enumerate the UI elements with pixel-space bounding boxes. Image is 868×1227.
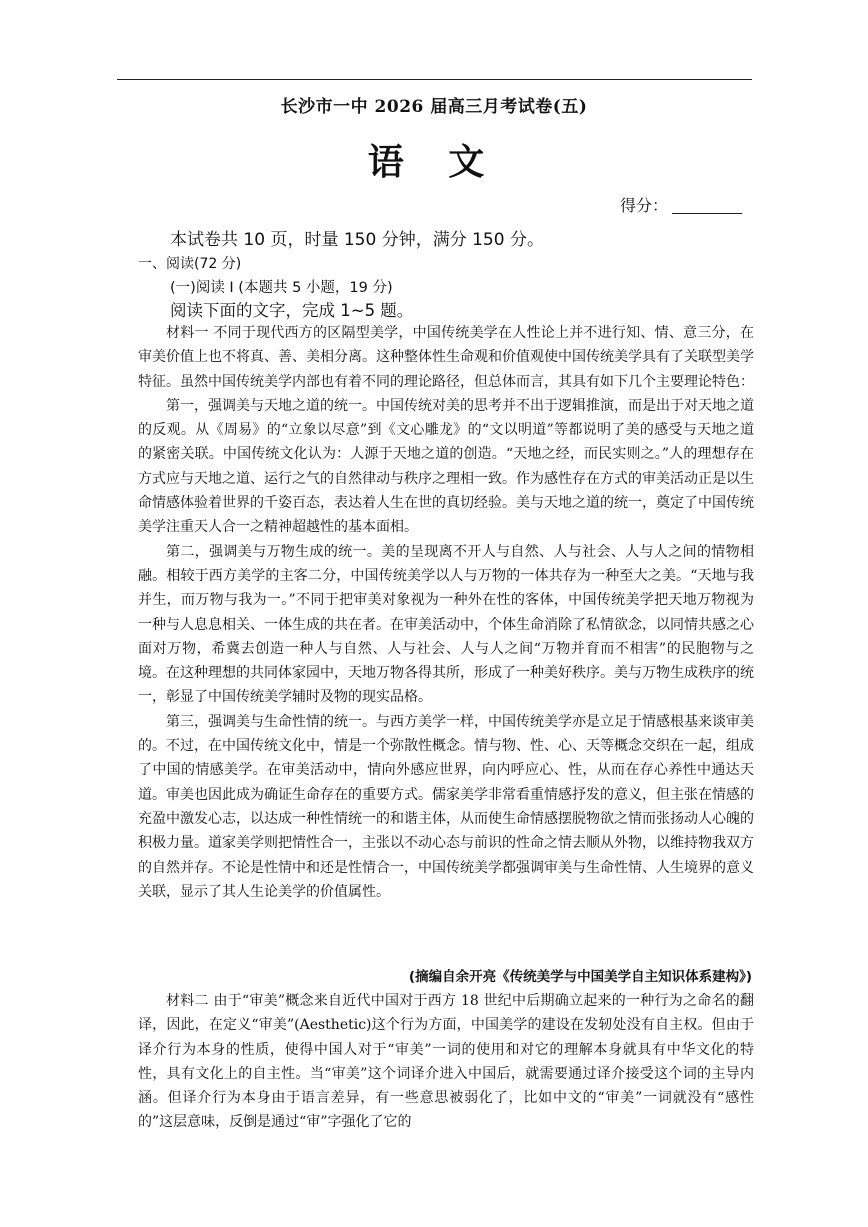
score-label: 得分： — [620, 196, 669, 215]
material-one-paragraph: 第一，强调美与天地之道的统一。中国传统对美的思考并不出于逻辑推演，而是出于对天地之道的反观。从《周易》的“立象以尽意”到《文心雕龙》的“文以明道”等都说明了美的感受与天地之道的紧密关联。中国传统文化认为：人源于天地之道的创造。“天地之经，而民实则之。”人的理想存在方式应与天地之道、运行之气的自然律动与秩序之理相一致。作为感性存在方式的审美活动正是以生命情感体验着世界的千姿百态，表达着人生在世的真切经验。美与天地之道的统一，奠定了中国传统美学注重天人合一之精神超越性的基本面相。 — [138, 397, 754, 536]
score-blank[interactable] — [672, 197, 742, 214]
reading-instruction: 阅读下面的文字，完成 1~5 题。 — [170, 301, 414, 320]
header-rule — [117, 79, 752, 80]
section-title: 一、阅读(72 分) — [138, 256, 242, 272]
material-two-paragraph: 材料二 由于“审美”概念来自近代中国对于西方 18 世纪中后期确立起来的一种行为之命名的翻译，因此，在定义“审美”(Aesthetic)这个行为方面，中国美学的建设在发轫处没有自主权。但由于译介行为本身的性质，使得中国人对于“审美”一词的使用和对它的理解本身就具有中华文化的特性，具有文化上的自主性。当“审美”这个词译介进入中国后，就需要通过译介接受这个词的主导内涵。但译介行为本身由于语言差异，有一些意思被弱化了，比如中文的“审美”一词就没有“感性的”这层意味，反倒是通过“审”字强化了它的 — [138, 993, 754, 1131]
material-one-paragraph: 第三，强调美与生命性情的统一。与西方美学一样，中国传统美学亦是立足于情感根基来谈审美的。不过，在中国传统文化中，情是一个弥散性概念。情与物、性、心、天等概念交织在一起，组成了中国的情感美学。在审美活动中，情向外感应世界，向内呼应心、性，从而在存心养性中通达天道。审美也因此成为确证生命存在的重要方式。儒家美学非常看重情感抒发的意义，但主张在情感的充盈中激发心志，以达成一种性情统一的和谐主体，从而使生命情感摆脱物欲之情而张扬动人心魄的积极力量。道家美学则把情性合一，主张以不动心态与前识的性命之情去顺从外物，以维持物我双方的自然并存。不论是性情中和还是性情合一，中国传统美学都强调审美与生命性情、人生境界的意义关联，显示了其人生论美学的价值属性。 — [138, 713, 754, 900]
material-one-source: (摘编自余开亮《传统美学与中国美学自主知识体系建构》) — [408, 969, 752, 985]
material-one-paragraph: 第二，强调美与万物生成的统一。美的呈现离不开人与自然、人与社会、人与人之间的情物相融。相较于西方美学的主客二分，中国传统美学以人与万物的一体共存为一种至大之美。“天地与我并生，而万物与我为一。”不同于把审美对象视为一种外在性的客体，中国传统美学把天地万物视为一种与人息息相关、一体生成的共在者。在审美活动中，个体生命消除了私情欲念，以同情共感之心面对万物，希冀去创造一种人与自然、人与社会、人与人之间“万物并育而不相害”的民胞物与之境。在这种理想的共同体家园中，天地万物各得其所，形成了一种美好秩序。美与万物生成秩序的统一，彰显了中国传统美学辅时及物的现实品格。 — [138, 543, 754, 706]
subsection-title: (一)阅读 I (本题共 5 小题，19 分) — [170, 280, 393, 296]
exam-title: 长沙市一中 2026 届高三月考试卷(五) — [280, 97, 588, 117]
subject-title: 语 文 — [367, 141, 501, 183]
material-two — [138, 989, 754, 1135]
score-field — [620, 193, 742, 216]
material-one — [138, 321, 754, 904]
material-one-paragraph: 材料一 不同于现代西方的区隔型美学，中国传统美学在人性论上并不进行知、情、意三分，在审美价值上也不将真、善、美相分离。这种整体性生命观和价值观使中国传统美学具有了关联型美学特征。虽然中国传统美学内部也有着不同的理论路径，但总体而言，其具有如下几个主要理论特色： — [138, 325, 754, 390]
exam-intro: 本试卷共 10 页，时量 150 分钟，满分 150 分。 — [170, 230, 544, 250]
